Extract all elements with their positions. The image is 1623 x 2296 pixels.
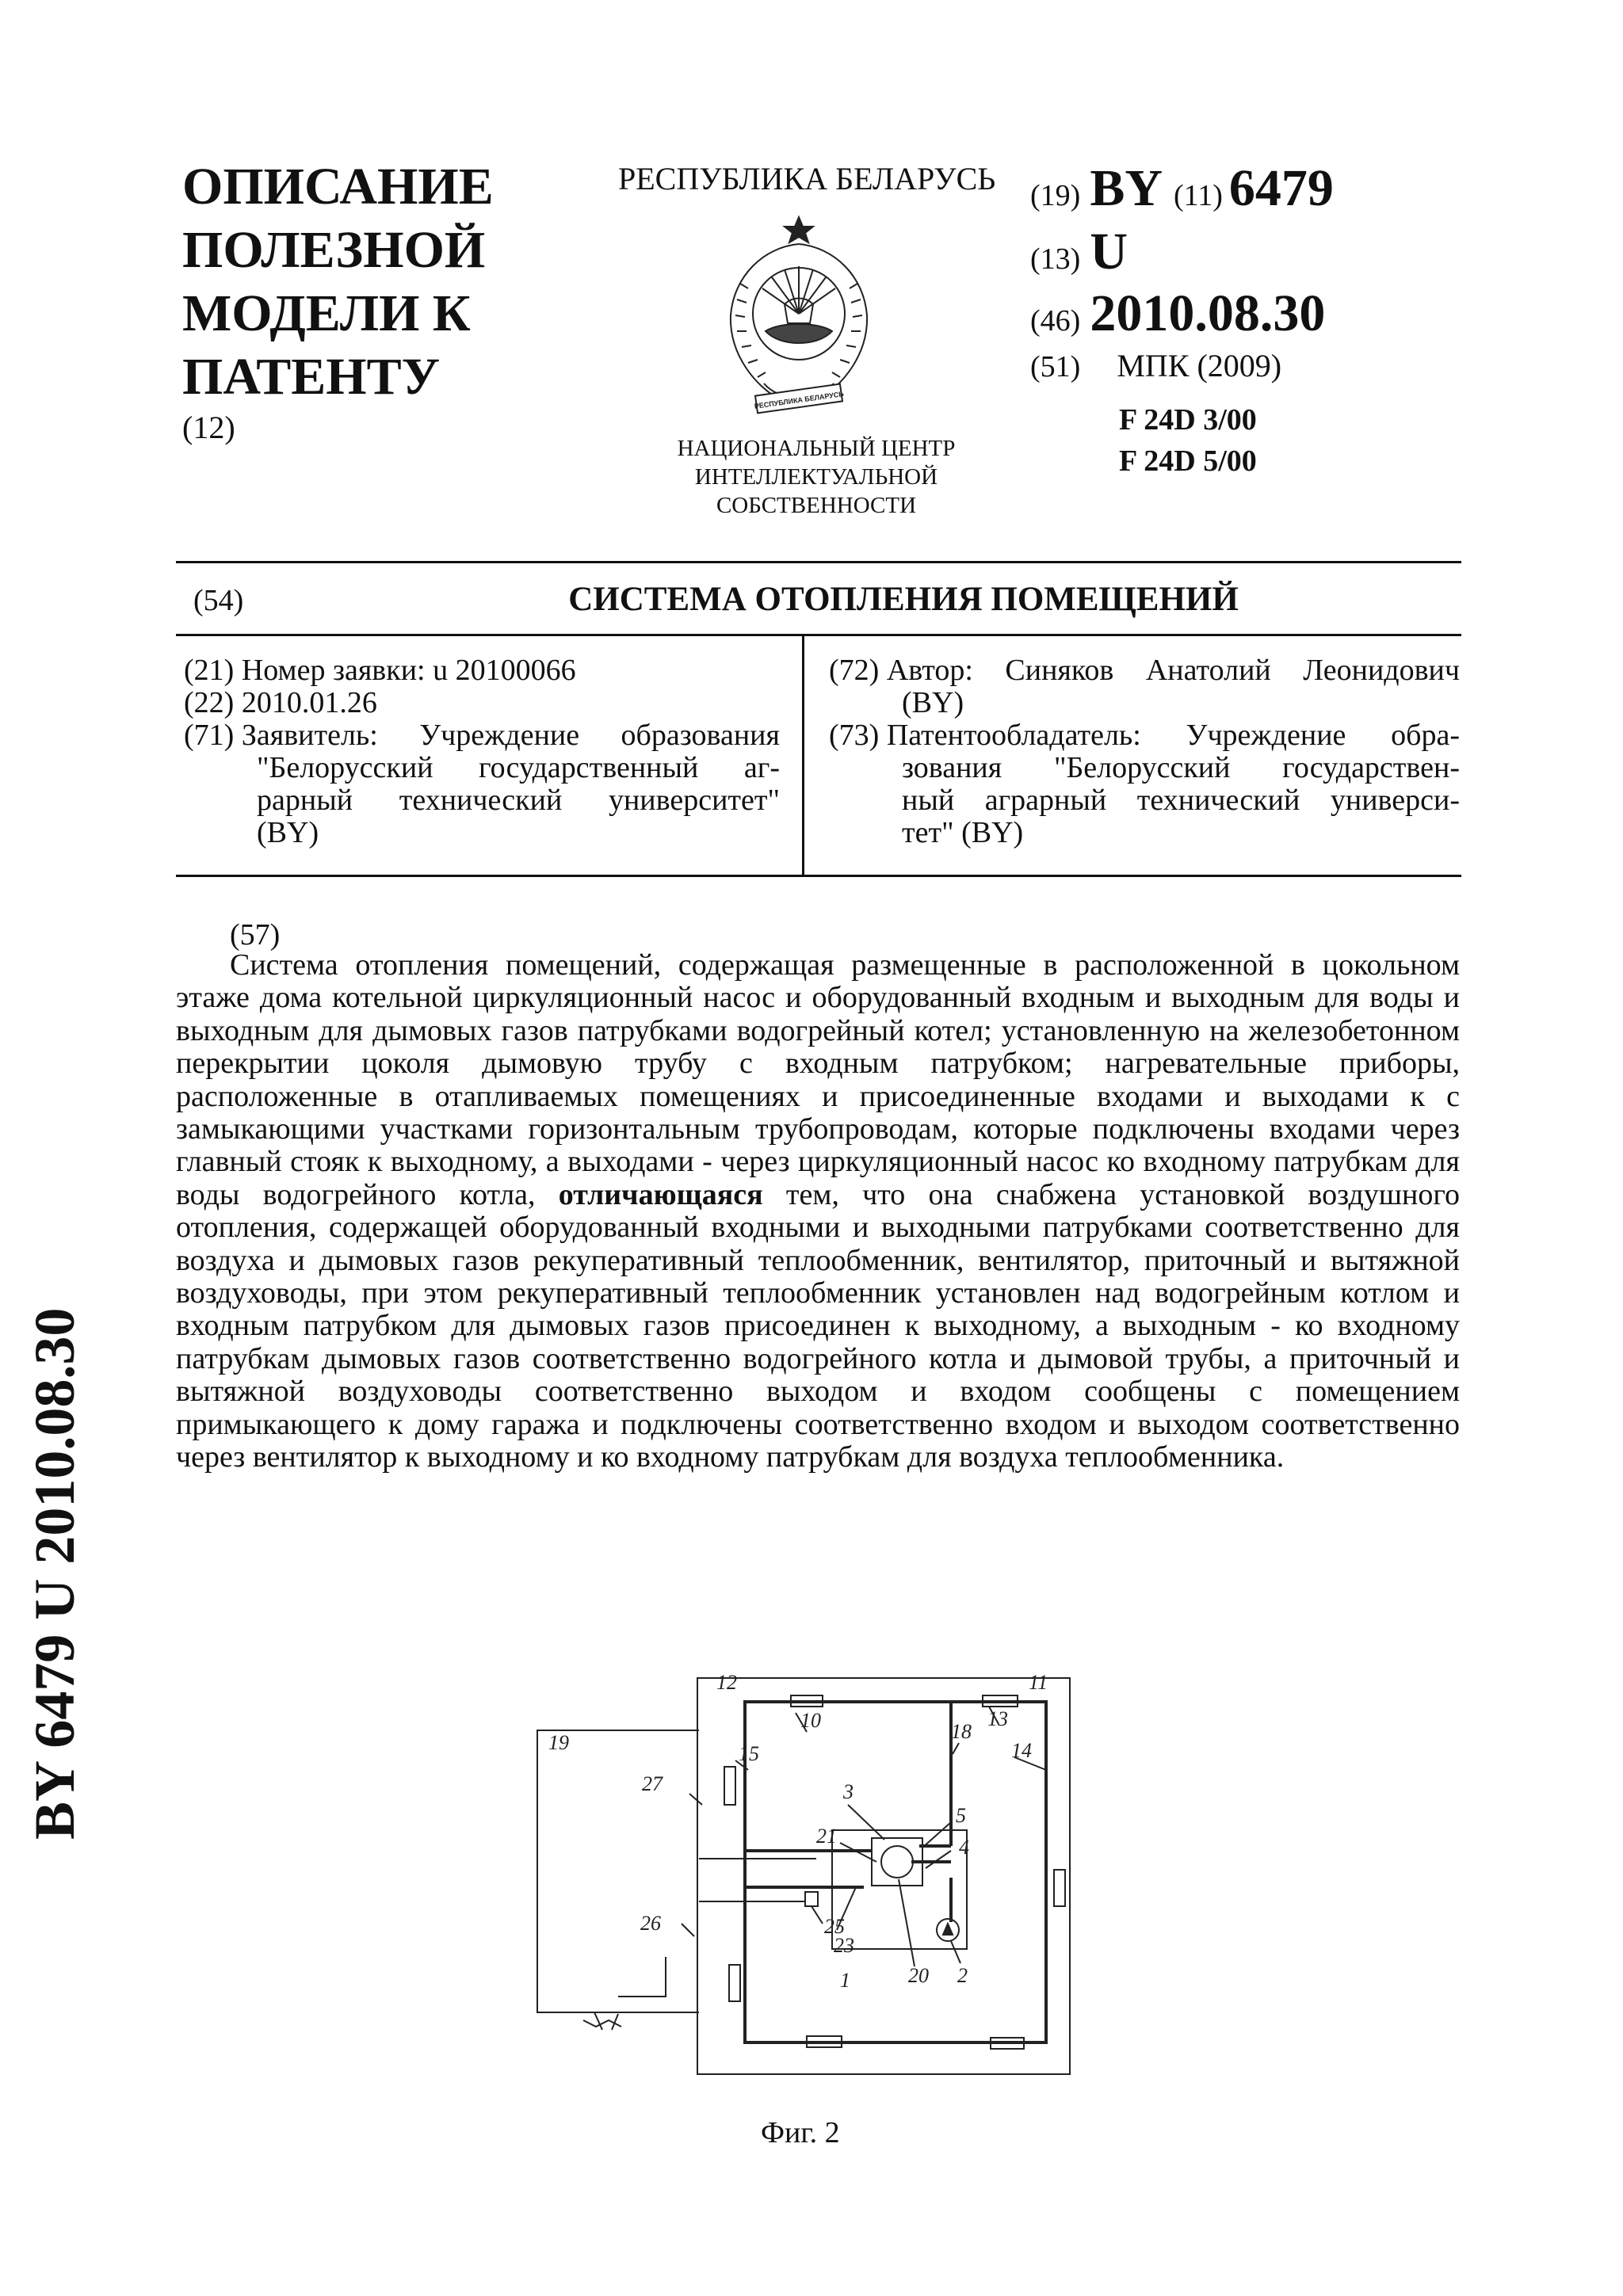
owner-continuation: зования "Белорусский государствен- [902, 751, 1460, 784]
radiator-14 [1054, 1870, 1065, 1906]
figure-label: 27 [642, 1772, 663, 1795]
office-line: НАЦИОНАЛЬНЫЙ ЦЕНТР [677, 436, 956, 461]
inid-code-11: (11) [1174, 179, 1223, 212]
inid-code-13: (13) [1030, 242, 1081, 276]
inid-code-22: (22) [184, 686, 242, 719]
figure-label: 12 [716, 1672, 737, 1694]
publication-date-row [1030, 284, 1585, 347]
inid-code-19: (19) [1030, 179, 1081, 212]
abstract-part-2: тем, что она снабжена установкой воздушного отопления, содержащей оборудованный входными и выходными патрубками соответственно для воздуха и дымовых газов рекуперативный теплообменник, вентилятор, приточный и вытяжной воздуховоды, при этом рекуперативный теплообменник установлен над водогрейным котлом и входным патрубком для дымовых газов присоединен к выходному, а выходным - ко входному патрубкам дымовых газов соответственно водогрейного котла и дымовой трубы, а приточный и вытяжной воздуховоды соответственно выходом и входом сообщены с помещением примыкающего к дому гаража и подключены соответственно входом и выходом соответственно через вентилятор к выходному и ко входному патрубкам для воздуха теплообменника. [176, 1177, 1461, 1474]
heating-pipe-loop [745, 1702, 1046, 2042]
figure-label: 14 [1011, 1739, 1032, 1762]
figure-caption: Фиг. 2 [761, 2116, 840, 2149]
publication-date: 2010.08.30 [1090, 284, 1326, 342]
figure-label: 21 [816, 1825, 837, 1848]
radiator-15 [724, 1767, 735, 1805]
owner-text: Патентообладатель: Учреждение обра- [886, 719, 1460, 752]
figure-label: 18 [951, 1720, 972, 1743]
figure-label: 5 [956, 1804, 966, 1827]
radiator-left-lower [729, 1965, 740, 2001]
doc-type-line: ПОЛЕЗНОЙ [182, 221, 486, 279]
figure-label: 25 [824, 1915, 845, 1938]
publication-codes [1030, 158, 1585, 384]
application-number-text: Номер заявки: u 20100066 [241, 654, 576, 687]
applicant-text: Заявитель: Учреждение образования [241, 719, 780, 752]
biblio-left [184, 654, 780, 849]
doc-type-line: МОДЕЛИ К [182, 284, 471, 342]
ipc-row [1030, 347, 1585, 384]
garage-outline [537, 1730, 699, 2012]
abstract-paragraph [176, 949, 1460, 1474]
figure-2-schematic [523, 1672, 1109, 2100]
figure-label: 2 [957, 1964, 968, 1987]
figure-label: 26 [640, 1912, 661, 1935]
owner-continuation: ный аграрный технический универси- [902, 784, 1460, 817]
vertical-patent-id: BY 6479 U 2010.08.30 [23, 1307, 86, 1840]
biblio-right [829, 654, 1460, 849]
duct-26-out [618, 1957, 666, 1997]
country-code-row [1030, 158, 1585, 222]
figure-label: 23 [834, 1934, 854, 1957]
office-line: ИНТЕЛЛЕКТУАЛЬНОЙ [694, 464, 938, 490]
emblem-text: РЕСПУБЛИКА БЕЛАРУСЬ [754, 390, 845, 410]
author-continuation: (BY) [902, 686, 964, 719]
figure-label: 1 [840, 1969, 850, 1992]
inid-code-73: (73) [829, 719, 887, 752]
owner-continuation: тет" (BY) [902, 816, 1024, 849]
author [829, 654, 1460, 687]
figure-label: 11 [1029, 1672, 1048, 1694]
abstract-part-1: Система отопления помещений, содержащая размещенные в расположенной в цокольном этаже дома котельной циркуляционный насос и оборудованный входным и выходным для воды и выходным для дымовых газов патрубками водогрейный котел; установленную на железобетонном перекрытии цоколя дымовую трубу с входным патрубком; нагревательные приборы, расположенные в отапливаемых помещениях и присоединенные входами и выходами к с замыкающими участками горизонтальным трубопроводам, которые подключены входами через главный стояк к выходному, а выходами - через циркуляционный насос ко входному патрубкам для воды водогрейного котла, [176, 948, 1460, 1211]
inid-code-51: (51) [1030, 350, 1081, 383]
filing-date [184, 687, 780, 719]
house-outline [697, 1678, 1070, 2074]
patent-office-name [650, 434, 983, 520]
abstract-emphasis: отличающаяся [558, 1177, 763, 1211]
column-divider [802, 635, 804, 876]
figure-label: 4 [959, 1836, 969, 1859]
inid-code-46: (46) [1030, 304, 1081, 338]
document-type-heading [182, 155, 563, 447]
author-text: Автор: Синяков Анатолий Леонидович [886, 654, 1460, 687]
applicant-continuation: "Белорусский государственный аг- [257, 751, 780, 784]
doc-type-line: ПАТЕНТУ [182, 348, 441, 406]
figure-label: 15 [739, 1742, 759, 1765]
country-name: РЕСПУБЛИКА БЕЛАРУСЬ [618, 161, 996, 196]
divider-line [176, 875, 1461, 877]
doc-type-line: ОПИСАНИЕ [182, 158, 494, 215]
heat-exchanger [881, 1846, 913, 1878]
figure-label: 19 [548, 1731, 569, 1754]
kind-code-row [1030, 222, 1585, 284]
applicant [184, 719, 780, 752]
applicant-continuation: рарный технический университет" [257, 784, 780, 817]
filing-date-text: 2010.01.26 [241, 686, 377, 719]
inid-code-21: (21) [184, 654, 242, 687]
fan [805, 1892, 818, 1906]
inid-code-12: (12) [182, 410, 235, 445]
application-number [184, 654, 780, 687]
figure-label: 3 [843, 1780, 854, 1803]
divider-line [176, 634, 1461, 636]
state-emblem-icon [716, 212, 881, 428]
ipc-label: МПК (2009) [1117, 348, 1282, 383]
inid-code-57: (57) [230, 918, 281, 952]
patent-title: СИСТЕМА ОТОПЛЕНИЯ ПОМЕЩЕНИЙ [568, 581, 1239, 618]
applicant-continuation: (BY) [257, 816, 319, 849]
figure-label: 10 [800, 1709, 821, 1732]
figure-label: 20 [908, 1964, 929, 1987]
inid-code-54: (54) [193, 584, 244, 617]
inid-code-72: (72) [829, 654, 887, 687]
ipc-class: F 24D 3/00 [1119, 403, 1257, 437]
office-line: СОБСТВЕННОСТИ [716, 493, 917, 518]
inid-code-71: (71) [184, 719, 242, 752]
figure-label: 13 [987, 1707, 1008, 1730]
patent-owner [829, 719, 1460, 752]
ipc-class: F 24D 5/00 [1119, 444, 1257, 478]
patent-number: 6479 [1228, 159, 1334, 217]
country-code: BY [1090, 159, 1163, 217]
abstract-text [176, 949, 1460, 1474]
divider-line [176, 561, 1461, 563]
kind-code: U [1090, 223, 1128, 280]
